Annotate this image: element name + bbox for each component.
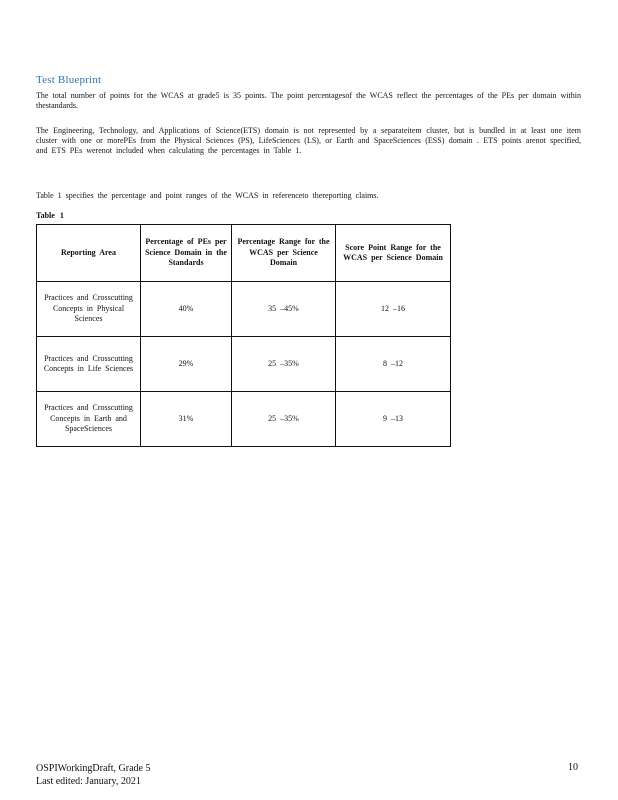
paragraph-table-intro: Table 1 specifies the percentage and point ranges of the WCAS in referenceto thereporting claims.	[36, 191, 379, 200]
table-row	[37, 392, 451, 447]
table-row	[37, 337, 451, 392]
cell-percentage-pes: 40%	[141, 282, 232, 337]
cell-percentage-range: 35 –45%	[232, 282, 336, 337]
header-reporting-area: Reporting Area	[37, 225, 141, 282]
cell-reporting-area: Practices and Crosscutting Concepts in Life Sciences	[37, 337, 141, 392]
page-number: 10	[568, 762, 578, 773]
footer	[36, 762, 150, 788]
paragraph-total-points: The total number of points for the WCAS at grade5 is 35 points. The point percentagesof the WCAS reflect the percentages of the PEs per domain within thestandards.	[36, 91, 581, 111]
cell-reporting-area: Practices and Crosscutting Concepts in Physical Sciences	[37, 282, 141, 337]
cell-percentage-pes: 31%	[141, 392, 232, 447]
cell-score-point-range: 12 –16	[336, 282, 451, 337]
footer-draft-label: OSPIWorkingDraft, Grade 5	[36, 763, 151, 774]
header-percentage-pes: Percentage of PEs per Science Domain in the Standards	[141, 225, 232, 282]
paragraph-ets-domain: The Engineering, Technology, and Applications of Science(ETS) domain is not represented by a separateitem cluster, but is bundled in at least one item cluster with one or morePEs from the Physical Sciences (PS), LifeSciences (LS), or Earth and SpaceSciences (ESS) domain . ETS points arenot specified, and ETS PEs werenot included when calculating the percentages in Table 1.	[36, 126, 581, 156]
table-header-row	[37, 225, 451, 282]
cell-score-point-range: 9 –13	[336, 392, 451, 447]
blueprint-table	[36, 224, 451, 447]
section-heading: Test Blueprint	[36, 74, 102, 86]
footer-last-edited: Last edited: January, 2021	[36, 776, 141, 787]
cell-percentage-range: 25 –35%	[232, 392, 336, 447]
cell-score-point-range: 8 –12	[336, 337, 451, 392]
cell-percentage-range: 25 –35%	[232, 337, 336, 392]
header-score-point-range: Score Point Range for the WCAS per Science Domain	[336, 225, 451, 282]
cell-reporting-area: Practices and Crosscutting Concepts in Earth and SpaceSciences	[37, 392, 141, 447]
table-caption: Table 1	[36, 211, 64, 220]
header-percentage-range: Percentage Range for the WCAS per Science Domain	[232, 225, 336, 282]
cell-percentage-pes: 29%	[141, 337, 232, 392]
table-row	[37, 282, 451, 337]
